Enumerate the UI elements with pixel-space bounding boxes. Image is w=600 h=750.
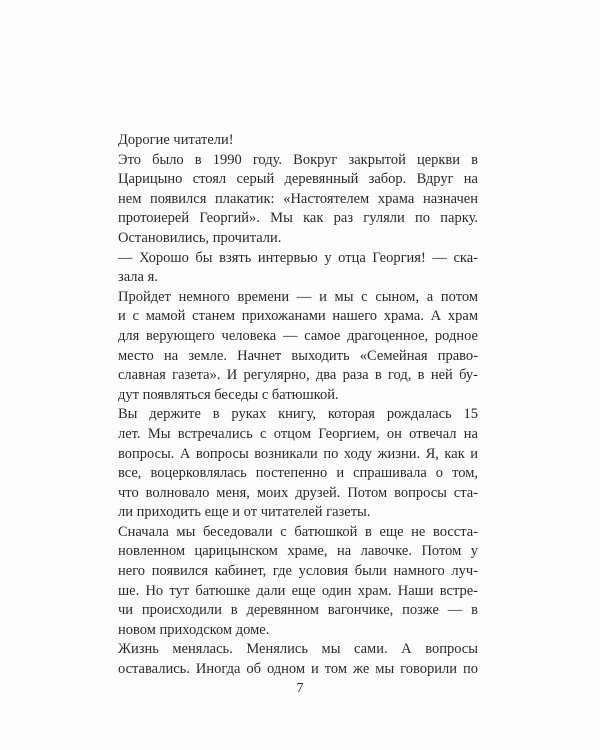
text-line: что волновало меня, моих друзей. Потом вопросы ста- [118, 484, 478, 501]
text-line: дут появляться беседы с батюшкой. [118, 386, 339, 403]
text-line: Остановились, прочитали. [118, 229, 282, 246]
page-number: 7 [296, 681, 304, 696]
text-line: Жизнь менялась. Менялись мы сами. А вопросы [118, 641, 478, 658]
text-line: зала я. [118, 269, 158, 286]
text-line: Дорогие читатели! [118, 132, 234, 148]
text-line: лет. Мы встречались с отцом Георгием, он отвечал на [118, 425, 478, 442]
text-line: новом приходском доме. [118, 621, 270, 638]
text-line: вопросы. А вопросы возникали по ходу жизни. Я, как и [118, 445, 478, 462]
text-line: все, воцерковлялась постепенно и спрашивала о том, [118, 465, 478, 482]
text-line: Царицыно стоял серый деревянный забор. Вдруг на [118, 171, 478, 188]
text-line: славная газета». И регулярно, два раза в год, в ней бу- [118, 367, 478, 384]
text-line: новленном царицынском храме, на лавочке. Потом у [118, 543, 478, 560]
text-line: — Хорошо бы взять интервью у отца Георгия! — ска- [118, 249, 478, 266]
text-line: для верующего человека — самое драгоценное, родное [118, 327, 478, 344]
text-line: нем появился плакатик: «Настоятелем храма назначен [118, 190, 478, 207]
text-line: Вы держите в руках книгу, которая рождалась 15 [118, 406, 478, 423]
text-line: ше. Но тут батюшке дали еще один храм. Наши встре- [118, 582, 478, 599]
text-line: протоиерей Георгий». Мы как раз гуляли по парку. [118, 210, 478, 227]
text-line: Это было в 1990 году. Вокруг закрытой церкви в [118, 151, 478, 168]
text-line: него появился кабинет, где условия были намного луч- [118, 563, 478, 580]
text-line: Пройдет немного времени — и мы с сыном, а потом [118, 288, 478, 305]
text-line: Сначала мы беседовали с батюшкой в еще не восста- [118, 523, 478, 540]
text-line: ли приходить еще и от читателей газеты. [118, 504, 371, 521]
text-line: оставались. Иногда об одном и том же мы говорили по [118, 661, 478, 678]
text-line: и с мамой станем прихожанами нашего храма. А храм [118, 308, 478, 325]
text-line: чи происходили в деревянном вагончике, позже — в [118, 602, 478, 619]
body-text [118, 131, 478, 680]
text-line: место на земле. Начнет выходить «Семейная право- [118, 347, 478, 364]
